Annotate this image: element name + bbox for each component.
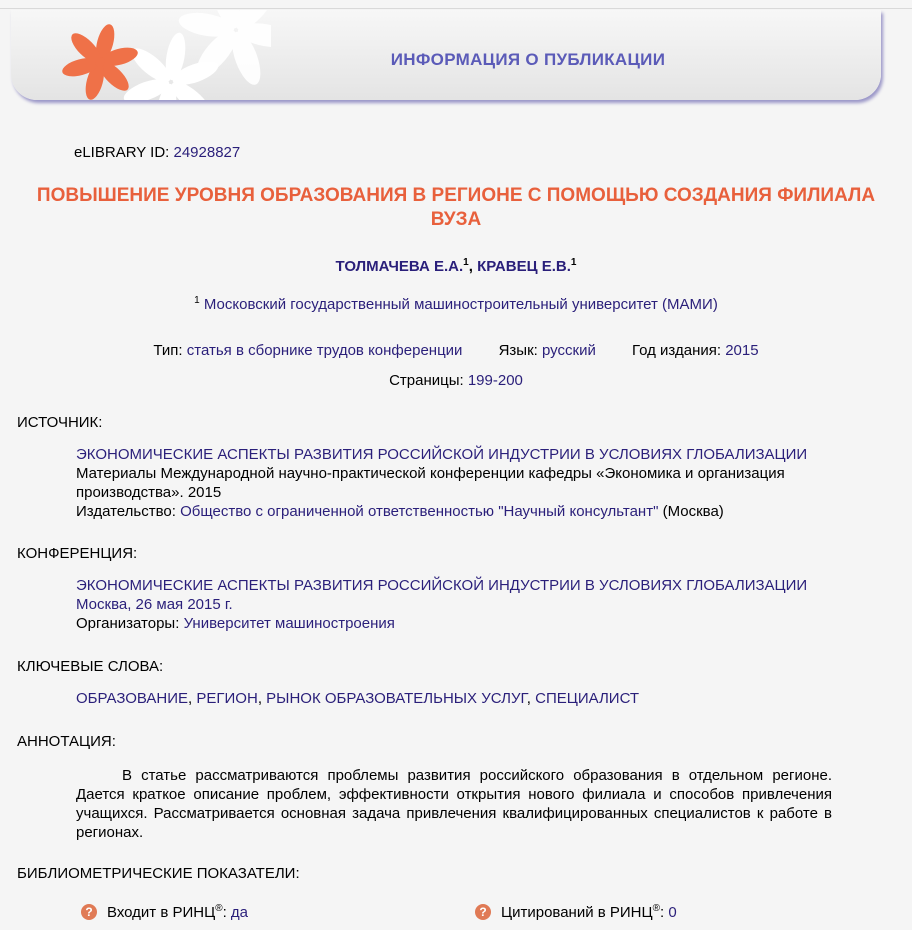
pages-row [0,372,912,389]
source-block [76,445,846,521]
source-heading: ИСТОЧНИК: [17,414,103,431]
language-value[interactable]: русский [542,342,596,359]
affiliation-link[interactable]: Московский государственный машиностроительный университет (МАМИ) [203,296,718,313]
keyword-separator: , [257,690,262,707]
authors-row [0,258,912,275]
keywords-heading: КЛЮЧЕВЫЕ СЛОВА: [17,658,164,675]
keyword-link[interactable]: ОБРАЗОВАНИЕ [76,690,189,707]
pages-label: Страницы: [389,372,464,389]
header-title: ИНФОРМАЦИЯ О ПУБЛИКАЦИИ [390,50,666,69]
author-link[interactable]: КРАВЕЦ Е.В. [477,258,571,275]
conference-block [76,576,846,633]
citations-label: Цитирований в РИНЦ [501,904,653,921]
keyword-link[interactable]: СПЕЦИАЛИСТ [535,690,640,707]
publisher-city: (Москва) [662,503,724,520]
help-icon[interactable]: ? [81,904,97,920]
conference-heading: КОНФЕРЕНЦИЯ: [17,545,138,562]
registered-mark: ® [652,903,660,914]
biblio-heading: БИБЛИОМЕТРИЧЕСКИЕ ПОКАЗАТЕЛИ: [17,865,300,882]
rinc-label: Входит в РИНЦ [107,904,216,921]
organizers-link[interactable]: Университет машиностроения [183,615,395,632]
year-item [632,342,759,359]
organizers-label: Организаторы: [76,615,180,632]
year-value[interactable]: 2015 [725,342,759,359]
type-item [153,342,466,359]
keywords-list [76,689,846,708]
source-description: Материалы Международной научно-практической конференции кафедры «Экономика и организация производства». 2015 [76,465,785,501]
keyword-link[interactable]: РЫНОК ОБРАЗОВАТЕЛЬНЫХ УСЛУГ [266,690,527,707]
source-title-link[interactable]: ЭКОНОМИЧЕСКИЕ АСПЕКТЫ РАЗВИТИЯ РОССИЙСКОЙ ИНДУСТРИИ В УСЛОВИЯХ ГЛОБАЛИЗАЦИИ [76,446,808,463]
citations-value[interactable]: 0 [668,904,677,921]
elibrary-id-row [74,144,240,161]
publication-meta-row [0,342,912,359]
author-link[interactable]: ТОЛМАЧЕВА Е.А. [335,258,464,275]
elibrary-id-label: eLIBRARY ID: [74,144,170,161]
keyword-link[interactable]: РЕГИОН [196,690,258,707]
registered-mark: ® [215,903,223,914]
type-value[interactable]: статья в сборнике трудов конференции [186,342,463,359]
publisher-link[interactable]: Общество с ограниченной ответственностью "Научный консультант" [180,503,659,520]
author-affiliation-mark: 1 [463,257,469,268]
annotation-text: В статье рассматриваются проблемы развития российского образования в отдельном регионе. Дается краткое описание проблем, эффективности открытия нового филиала и способов привлечения учащихся. Рассматривается основная задача привлечения квалифицированных специалистов к работе в регионах. [76,767,832,841]
type-label: Тип: [153,342,183,359]
language-label: Язык: [498,342,538,359]
affiliation-row [0,296,912,313]
conference-title-link[interactable]: ЭКОНОМИЧЕСКИЕ АСПЕКТЫ РАЗВИТИЯ РОССИЙСКОЙ ИНДУСТРИИ В УСЛОВИЯХ ГЛОБАЛИЗАЦИИ [76,577,808,594]
author-separator: , [468,258,473,275]
keyword-separator: , [188,690,193,707]
top-border [0,8,912,9]
author-affiliation-mark: 1 [570,257,577,268]
publication-title: ПОВЫШЕНИЕ УРОВНЯ ОБРАЗОВАНИЯ В РЕГИОНЕ С ПОМОЩЬЮ СОЗДАНИЯ ФИЛИАЛА ВУЗА [36,185,876,230]
publisher-label: Издательство: [76,503,176,520]
rinc-value[interactable]: да [230,904,249,921]
annotation-heading: АННОТАЦИЯ: [17,733,116,750]
keyword-separator: , [526,690,531,707]
help-icon[interactable]: ? [475,904,491,920]
pages-value[interactable]: 199-200 [467,372,523,389]
citations-indicator: ? Цитирований в РИНЦ®: 0 [475,904,677,921]
conference-place-date-link[interactable]: Москва, 26 мая 2015 г. [76,596,233,613]
rinc-indicator: ? Входит в РИНЦ®: да [81,904,248,921]
elibrary-id-value[interactable]: 24928827 [173,144,241,161]
language-item [499,342,600,359]
year-label: Год издания: [632,342,722,359]
affiliation-mark: 1 [194,295,200,306]
header-banner [11,10,881,100]
